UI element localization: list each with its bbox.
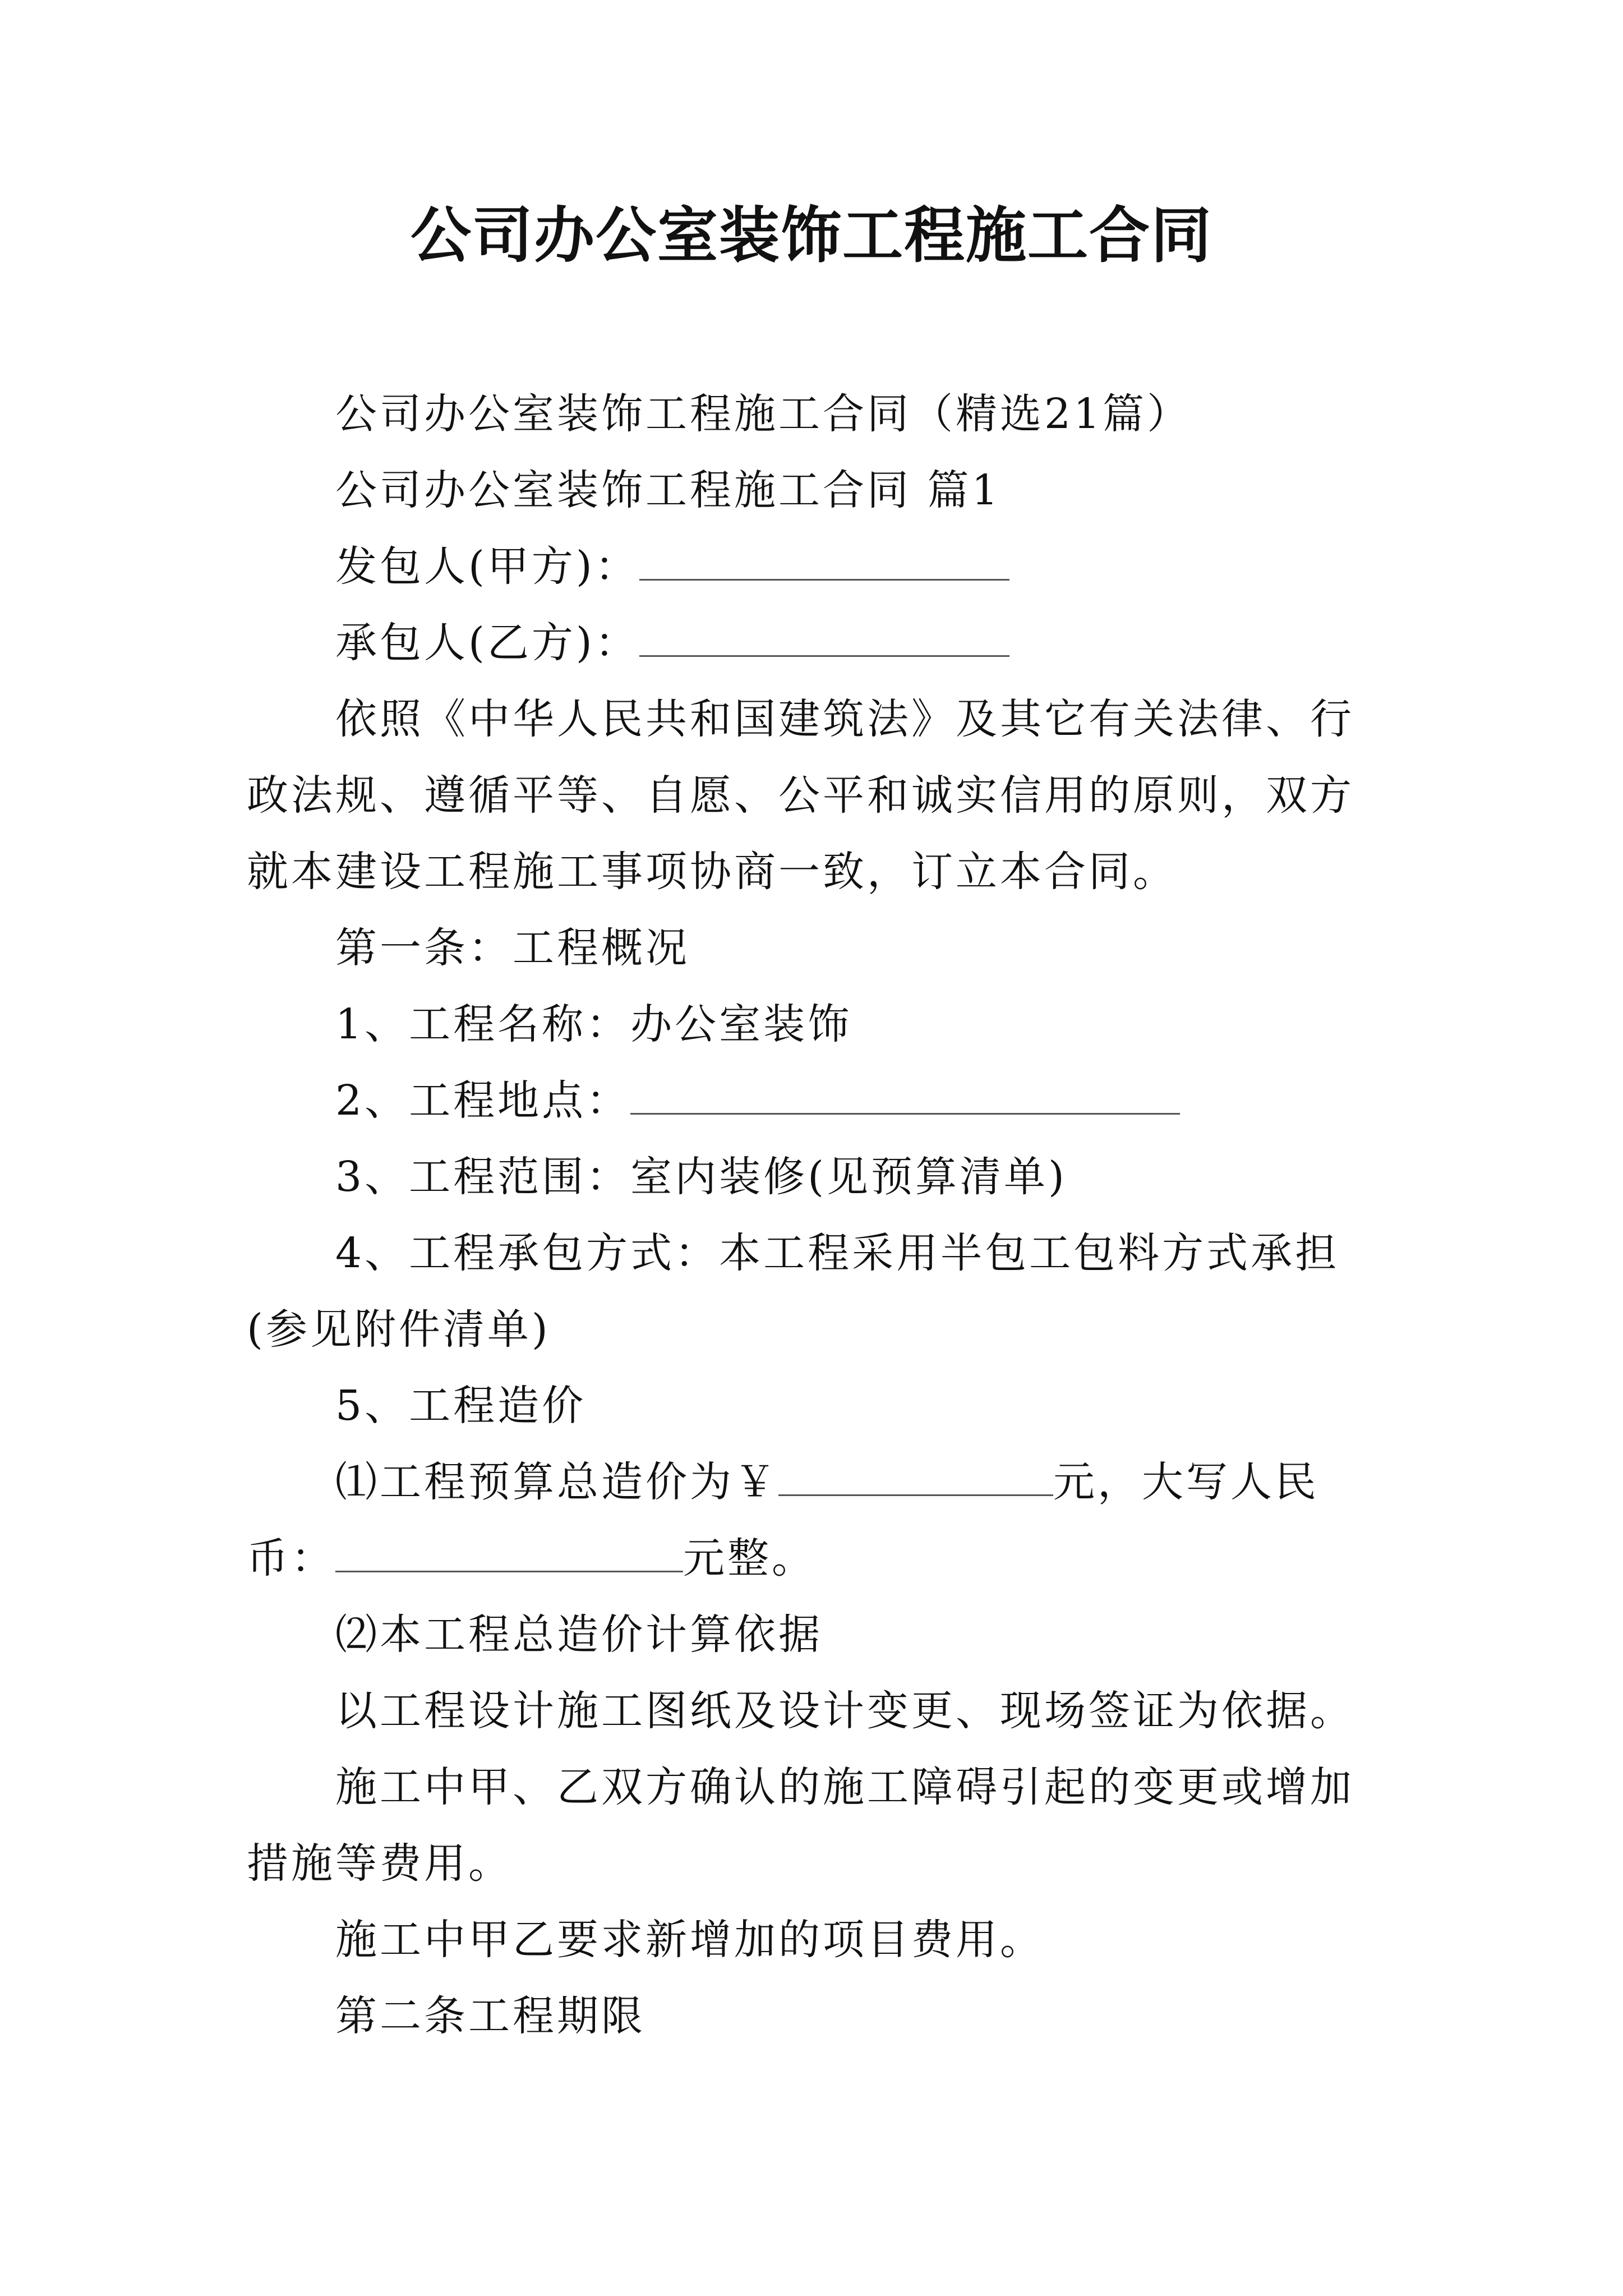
article-1-heading: 第一条：工程概况 (335, 924, 690, 972)
project-cost-heading: 5、工程造价 (335, 1382, 587, 1430)
preamble-paragraph: 依照《中华人民共和国建筑法》及其它有关法律、行政法规、遵循平等、自愿、公平和诚实信用的原则，双方就本建设工程施工事项协商一致，订立本合同。 (247, 695, 1354, 896)
section-heading: 公司办公室装饰工程施工合同 篇1 (335, 466, 1001, 514)
party-a-line (247, 528, 1391, 605)
party-a-blank (639, 545, 1009, 581)
budget-amount-blank (778, 1461, 1053, 1496)
contract-method-paragraph: 4、工程承包方式：本工程采用半包工包料方式承担(参见附件清单) (247, 1229, 1340, 1354)
subtitle-line: 公司办公室装饰工程施工合同（精选21篇） (335, 390, 1192, 438)
budget-text-3: 元整。 (683, 1534, 816, 1582)
project-location-blank (630, 1079, 1180, 1115)
cost-basis-line-1: 以工程设计施工图纸及设计变更、现场签证为依据。 (335, 1687, 1354, 1735)
document-body (247, 376, 1391, 2054)
cost-basis-line-3: 施工中甲乙要求新增加的项目费用。 (335, 1916, 1044, 1964)
cost-basis-heading: ⑵本工程总造价计算依据 (335, 1611, 823, 1659)
project-location-line (247, 1062, 1391, 1139)
document-title: 公司办公室装饰工程施工合同 (410, 200, 1212, 271)
party-b-line (247, 605, 1391, 681)
party-b-blank (639, 622, 1009, 657)
budget-paragraph (247, 1444, 1391, 1596)
project-scope-line: 3、工程范围：室内装修(见预算清单) (335, 1153, 1067, 1201)
budget-words-blank (335, 1537, 683, 1572)
project-name-line: 1、工程名称：办公室装饰 (335, 1000, 852, 1048)
party-a-label: 发包人(甲方)： (335, 542, 639, 591)
budget-text-2: 元，大写人民币： (247, 1458, 1319, 1582)
party-b-label: 承包人(乙方)： (335, 619, 639, 667)
project-location-label: 2、工程地点： (335, 1076, 631, 1125)
budget-text-1: ⑴工程预算总造价为￥ (335, 1458, 778, 1506)
cost-basis-line-2: 施工中甲、乙双方确认的施工障碍引起的变更或增加措施等费用。 (247, 1763, 1354, 1888)
article-2-heading: 第二条工程期限 (335, 1992, 645, 2040)
